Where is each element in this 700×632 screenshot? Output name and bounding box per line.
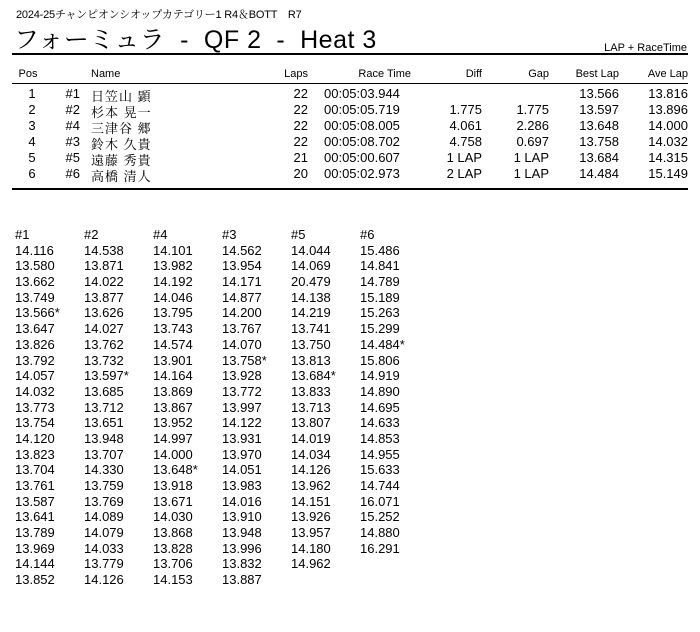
lap-time-cell: 14.044 xyxy=(291,242,331,258)
lap-time-cell: 13.997 xyxy=(222,399,262,415)
lap-time-cell: 13.807 xyxy=(291,415,331,431)
lap-time-cell: 13.759 xyxy=(84,478,124,493)
lap-time-cell: 13.852 xyxy=(15,572,55,588)
lap-time-cell: 13.868 xyxy=(153,525,193,541)
result-best-lap: 13.597 xyxy=(579,102,619,117)
lap-time-cell: 13.749 xyxy=(15,289,55,305)
lap-time-cell: 13.706 xyxy=(153,556,193,572)
lap-time-cell: 14.022 xyxy=(84,274,124,290)
lap-time-cell: 13.795 xyxy=(153,305,193,321)
lap-time-cell: 14.919 xyxy=(360,368,400,384)
lap-time-cell: 14.034 xyxy=(291,446,331,462)
lap-time-cell: 13.833 xyxy=(291,383,331,399)
lap-time-cell: 14.574 xyxy=(153,336,193,352)
lap-column xyxy=(291,227,336,572)
lap-time-cell: 14.180 xyxy=(291,540,331,556)
result-pos: 4 xyxy=(28,134,36,149)
lap-time-cell: 13.918 xyxy=(153,478,193,493)
lap-time-cell: 13.767 xyxy=(222,321,262,337)
header-divider xyxy=(12,53,688,55)
lap-time-cell: 13.901 xyxy=(153,352,193,368)
results-header-divider xyxy=(12,83,688,84)
lap-time-cell: 13.867 xyxy=(153,399,193,415)
result-race-time: 00:05:00.607 xyxy=(324,150,400,165)
result-ave-lap: 13.896 xyxy=(648,102,688,117)
lap-time-cell: 14.880 xyxy=(360,525,400,541)
result-driver-name: 遠藤 秀貴 xyxy=(91,153,152,168)
lap-time-cell: 13.910 xyxy=(222,509,262,525)
result-pos: 5 xyxy=(28,150,36,165)
result-driver-name: 三津谷 郷 xyxy=(91,121,152,136)
lap-time-cell: 14.962 xyxy=(291,556,331,572)
lap-time-cell: 15.486 xyxy=(360,242,400,258)
lap-time-cell: 14.997 xyxy=(153,430,193,446)
lap-time-cell: 15.633 xyxy=(360,462,400,478)
lap-time-cell: 13.887 xyxy=(222,572,262,588)
lap-time-cell: 20.479 xyxy=(291,274,331,290)
lap-time-cell: 14.033 xyxy=(84,540,124,556)
lap-time-cell: 13.713 xyxy=(291,399,331,415)
lap-column xyxy=(15,227,60,588)
lap-time-cell: 14.789 xyxy=(360,274,400,290)
lap-time-cell: 13.597* xyxy=(84,368,129,384)
lap-time-cell: 13.704 xyxy=(15,462,55,478)
lap-time-cell: 13.707 xyxy=(84,446,124,462)
lap-time-cell: 14.070 xyxy=(222,336,262,352)
lap-time-cell: 13.948 xyxy=(84,430,124,446)
lap-time-cell: 14.144 xyxy=(15,556,55,572)
lap-time-cell: 14.853 xyxy=(360,430,400,446)
lap-time-cell: 14.051 xyxy=(222,462,262,478)
lap-time-cell: 13.826 xyxy=(15,336,55,352)
lap-time-cell: 13.996 xyxy=(222,540,262,556)
lap-time-cell: 14.101 xyxy=(153,242,193,258)
lap-column xyxy=(360,227,405,556)
lap-time-cell: 14.016 xyxy=(222,493,262,509)
lap-time-cell: 14.890 xyxy=(360,383,400,399)
lap-time-cell: 14.538 xyxy=(84,242,124,258)
column-header-diff: Diff xyxy=(465,68,482,80)
result-row xyxy=(0,102,700,120)
lap-time-cell: 14.744 xyxy=(360,478,400,493)
lap-time-cell: 13.948 xyxy=(222,525,262,541)
lap-time-cell: 13.962 xyxy=(291,478,331,493)
result-best-lap: 13.566 xyxy=(579,86,619,101)
lap-time-cell: 13.651 xyxy=(84,415,124,431)
lap-time-cell: 13.671 xyxy=(153,493,193,509)
lap-time-cell: 13.789 xyxy=(15,525,55,541)
lap-column-header: #2 xyxy=(84,227,99,242)
lap-time-cell: 13.641 xyxy=(15,509,55,525)
column-header-pos: Pos xyxy=(18,68,38,80)
result-car-number: #3 xyxy=(65,134,80,149)
column-header-name: Name xyxy=(91,68,121,80)
lap-time-cell: 14.046 xyxy=(153,289,193,305)
lap-time-cell: 13.869 xyxy=(153,383,193,399)
result-car-number: #2 xyxy=(65,102,80,117)
lap-time-cell: 14.122 xyxy=(222,415,262,431)
result-driver-name: 杉本 晃一 xyxy=(91,105,152,120)
result-gap: 1.775 xyxy=(516,102,549,117)
lap-time-cell: 13.685 xyxy=(84,383,124,399)
lap-time-cell: 15.189 xyxy=(360,289,400,305)
result-car-number: #6 xyxy=(65,166,80,181)
lap-time-cell: 16.071 xyxy=(360,493,400,509)
lap-time-cell: 15.299 xyxy=(360,321,400,337)
lap-time-cell: 13.928 xyxy=(222,368,262,384)
result-best-lap: 13.758 xyxy=(579,134,619,149)
results-bottom-divider xyxy=(12,188,688,190)
lap-time-cell: 14.877 xyxy=(222,289,262,305)
lap-time-cell: 15.263 xyxy=(360,305,400,321)
lap-column xyxy=(84,227,129,588)
result-diff: 1 LAP xyxy=(446,150,482,165)
result-race-time: 00:05:08.702 xyxy=(324,134,400,149)
lap-time-cell: 13.662 xyxy=(15,274,55,290)
lap-column-header: #1 xyxy=(15,227,30,242)
lap-time-cell: 13.931 xyxy=(222,430,262,446)
lap-time-cell: 14.171 xyxy=(222,274,262,290)
lap-time-cell: 14.120 xyxy=(15,430,55,446)
lap-time-cell: 13.957 xyxy=(291,525,331,541)
column-header-gap: Gap xyxy=(528,68,549,80)
lap-time-cell: 13.813 xyxy=(291,352,331,368)
result-ave-lap: 14.315 xyxy=(648,150,688,165)
lap-time-cell: 14.069 xyxy=(291,258,331,274)
result-diff: 1.775 xyxy=(449,102,482,117)
lap-time-cell: 14.138 xyxy=(291,289,331,305)
lap-time-cell: 13.580 xyxy=(15,258,55,274)
result-laps: 22 xyxy=(293,86,308,101)
report-type-note: LAP + RaceTime xyxy=(604,42,687,54)
result-laps: 22 xyxy=(293,134,308,149)
result-best-lap: 14.484 xyxy=(579,166,619,181)
lap-time-cell: 13.732 xyxy=(84,352,124,368)
result-race-time: 00:05:05.719 xyxy=(324,102,400,117)
lap-time-cell: 13.926 xyxy=(291,509,331,525)
result-best-lap: 13.684 xyxy=(579,150,619,165)
lap-time-cell: 14.030 xyxy=(153,509,193,525)
result-driver-name: 日笠山 顕 xyxy=(91,89,152,104)
result-car-number: #1 xyxy=(65,86,80,101)
lap-time-cell: 13.792 xyxy=(15,352,55,368)
lap-time-cell: 13.982 xyxy=(153,258,193,274)
lap-time-cell: 13.712 xyxy=(84,399,124,415)
column-header-race-time: Race Time xyxy=(358,68,411,80)
lap-time-cell: 14.032 xyxy=(15,383,55,399)
lap-time-cell: 14.200 xyxy=(222,305,262,321)
lap-column-header: #5 xyxy=(291,227,306,242)
lap-time-cell: 13.758* xyxy=(222,352,267,368)
lap-time-cell: 13.832 xyxy=(222,556,262,572)
lap-time-cell: 13.871 xyxy=(84,258,124,274)
lap-time-cell: 13.954 xyxy=(222,258,262,274)
lap-time-cell: 13.587 xyxy=(15,493,55,509)
result-gap: 2.286 xyxy=(516,118,549,133)
lap-time-cell: 13.779 xyxy=(84,556,124,572)
lap-time-cell: 13.647 xyxy=(15,321,55,337)
lap-time-cell: 13.828 xyxy=(153,540,193,556)
lap-time-cell: 13.762 xyxy=(84,336,124,352)
result-gap: 1 LAP xyxy=(513,166,549,181)
title-session: QF 2 xyxy=(203,26,262,54)
report-subtitle: 2024-25チャンピオンシオップカテゴリー1 R4＆BOTT R7 xyxy=(16,9,302,21)
lap-time-cell: 14.841 xyxy=(360,258,400,274)
title-heat: Heat 3 xyxy=(300,26,377,54)
lap-time-cell: 13.761 xyxy=(15,478,55,493)
lap-time-cell: 13.684* xyxy=(291,368,336,384)
result-race-time: 00:05:02.973 xyxy=(324,166,400,181)
result-ave-lap: 14.000 xyxy=(648,118,688,133)
result-car-number: #5 xyxy=(65,150,80,165)
result-gap: 0.697 xyxy=(516,134,549,149)
result-laps: 22 xyxy=(293,102,308,117)
result-ave-lap: 13.816 xyxy=(648,86,688,101)
lap-time-cell: 14.695 xyxy=(360,399,400,415)
lap-time-cell: 13.741 xyxy=(291,321,331,337)
lap-column-header: #3 xyxy=(222,227,237,242)
lap-time-cell: 13.750 xyxy=(291,336,331,352)
lap-column xyxy=(153,227,198,588)
lap-time-cell: 14.116 xyxy=(15,242,54,258)
result-pos: 2 xyxy=(28,102,36,117)
lap-time-cell: 13.952 xyxy=(153,415,193,431)
column-header-laps: Laps xyxy=(284,68,308,80)
lap-time-cell: 14.219 xyxy=(291,305,331,321)
lap-time-cell: 14.153 xyxy=(153,572,193,588)
lap-time-cell: 16.291 xyxy=(360,540,400,556)
lap-time-cell: 13.754 xyxy=(15,415,55,431)
title-separator: - xyxy=(276,26,286,54)
lap-time-cell: 13.648* xyxy=(153,462,198,478)
lap-column-header: #6 xyxy=(360,227,375,242)
lap-time-cell: 14.057 xyxy=(15,368,55,384)
result-diff: 2 LAP xyxy=(446,166,482,181)
lap-column xyxy=(222,227,267,588)
result-ave-lap: 14.032 xyxy=(648,134,688,149)
lap-time-cell: 13.773 xyxy=(15,399,55,415)
result-laps: 21 xyxy=(293,150,308,165)
lap-time-cell: 14.079 xyxy=(84,525,124,541)
lap-time-cell: 14.000 xyxy=(153,446,193,462)
lap-time-cell: 14.027 xyxy=(84,321,124,337)
column-header-ave-lap: Ave Lap xyxy=(647,68,688,80)
lap-time-cell: 14.192 xyxy=(153,274,193,290)
result-pos: 6 xyxy=(28,166,36,181)
result-diff: 4.758 xyxy=(449,134,482,149)
results-header-row xyxy=(0,68,700,83)
lap-time-cell: 14.089 xyxy=(84,509,124,525)
result-ave-lap: 15.149 xyxy=(648,166,688,181)
page-title xyxy=(14,20,377,56)
column-header-best-lap: Best Lap xyxy=(575,68,619,80)
result-laps: 22 xyxy=(293,118,308,133)
result-row xyxy=(0,118,700,136)
result-car-number: #4 xyxy=(65,118,80,133)
lap-time-cell: 14.484* xyxy=(360,336,405,352)
result-pos: 1 xyxy=(28,86,36,101)
lap-time-cell: 13.970 xyxy=(222,446,262,462)
lap-time-cell: 13.743 xyxy=(153,321,193,337)
lap-time-cell: 14.126 xyxy=(291,462,331,478)
lap-time-cell: 13.877 xyxy=(84,289,124,305)
result-race-time: 00:05:03.944 xyxy=(324,86,400,101)
lap-time-cell: 13.823 xyxy=(15,446,55,462)
title-category: フォーミュラ xyxy=(14,26,166,54)
result-driver-name: 高橋 清人 xyxy=(91,169,152,184)
result-best-lap: 13.648 xyxy=(579,118,619,133)
result-row xyxy=(0,134,700,152)
result-gap: 1 LAP xyxy=(513,150,549,165)
title-separator: - xyxy=(180,26,189,54)
result-row xyxy=(0,150,700,168)
lap-time-cell: 14.019 xyxy=(291,430,331,446)
result-race-time: 00:05:08.005 xyxy=(324,118,400,133)
lap-time-cell: 13.566* xyxy=(15,305,60,321)
lap-time-cell: 13.769 xyxy=(84,493,124,509)
lap-time-cell: 15.252 xyxy=(360,509,400,525)
result-row xyxy=(0,86,700,104)
result-diff: 4.061 xyxy=(449,118,482,133)
lap-column-header: #4 xyxy=(153,227,168,242)
lap-time-cell: 14.955 xyxy=(360,446,400,462)
result-pos: 3 xyxy=(28,118,36,133)
lap-time-cell: 14.633 xyxy=(360,415,400,431)
lap-time-cell: 14.151 xyxy=(291,493,331,509)
lap-time-cell: 13.969 xyxy=(15,540,55,556)
lap-time-cell: 14.562 xyxy=(222,242,262,258)
lap-time-cell: 13.772 xyxy=(222,383,262,399)
lap-time-cell: 14.330 xyxy=(84,462,124,478)
lap-time-cell: 14.164 xyxy=(153,368,193,384)
result-laps: 20 xyxy=(293,166,308,181)
lap-time-cell: 14.126 xyxy=(84,572,124,588)
result-row xyxy=(0,166,700,184)
lap-time-cell: 13.626 xyxy=(84,305,124,321)
lap-time-cell: 15.806 xyxy=(360,352,400,368)
result-driver-name: 鈴木 久貴 xyxy=(91,137,152,152)
lap-time-cell: 13.983 xyxy=(222,478,262,493)
